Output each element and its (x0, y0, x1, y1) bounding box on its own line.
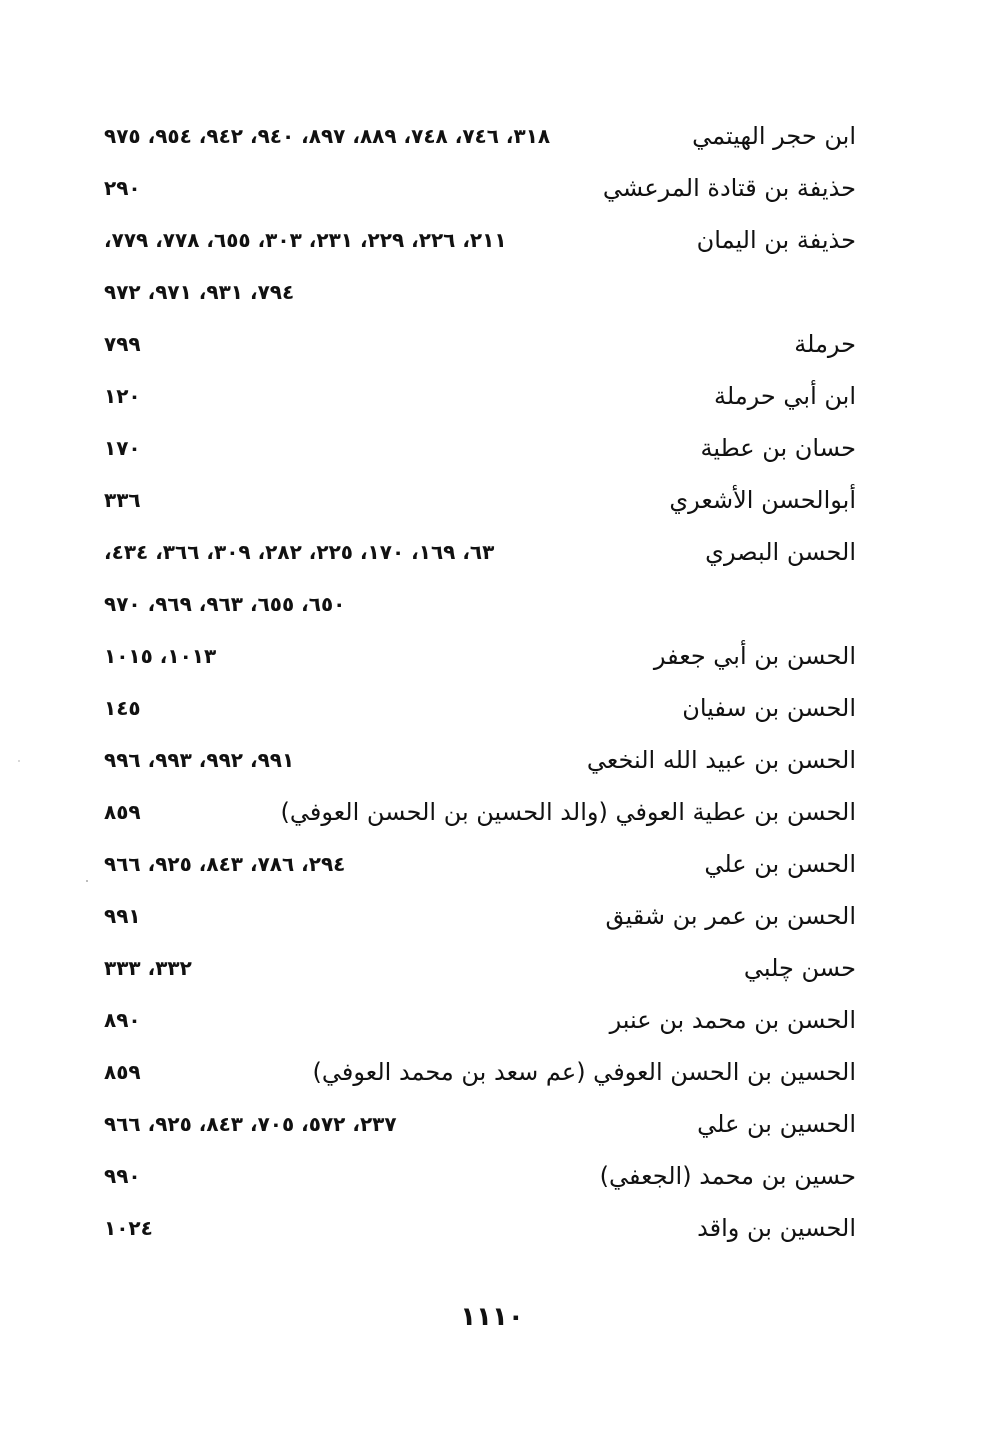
entry-page-refs: ٣١٨، ٧٤٦، ٧٤٨، ٨٨٩، ٨٩٧، ٩٤٠، ٩٤٢، ٩٥٤، ٩٧٥ (104, 124, 551, 148)
index-entry (100, 736, 856, 788)
entry-name: حذيفة بن قتادة المرعشي (602, 174, 856, 202)
index-entry (100, 216, 856, 268)
entry-name: أبوالحسن الأشعري (669, 486, 856, 514)
entry-page-refs: ٨٩٠ (104, 1008, 141, 1032)
index-entry (100, 580, 856, 632)
entry-page-refs: ٣٣٢، ٣٣٣ (104, 956, 192, 980)
index-entry (100, 476, 856, 528)
name-index-list (100, 112, 856, 1256)
index-entry (100, 840, 856, 892)
entry-page-refs: ١٠٢٤ (104, 1216, 153, 1240)
entry-name: الحسن بن عطية العوفي (والد الحسين بن الحسن العوفي) (280, 798, 856, 826)
entry-page-refs: ١٠١٣، ١٠١٥ (104, 644, 217, 668)
entry-name: الحسن بن علي (704, 850, 856, 878)
index-entry (100, 164, 856, 216)
index-entry (100, 1100, 856, 1152)
entry-name: ابن حجر الهيتمي (692, 122, 856, 150)
entry-name: الحسن بن محمد بن عنبر (609, 1006, 856, 1034)
index-entry (100, 1048, 856, 1100)
entry-name: الحسن بن عبيد الله النخعي (586, 746, 856, 774)
entry-page-refs: ٧٩٩ (104, 332, 141, 356)
entry-page-refs: ٩٩١، ٩٩٢، ٩٩٣، ٩٩٦ (104, 748, 295, 772)
entry-name: الحسن بن أبي جعفر (653, 642, 856, 670)
entry-name: حسن چلبي (743, 954, 856, 982)
entry-page-refs: ٢٩٤، ٧٨٦، ٨٤٣، ٩٢٥، ٩٦٦ (104, 852, 346, 876)
entry-page-refs: ٢٩٠ (104, 176, 141, 200)
entry-name: حسان بن عطية (700, 434, 856, 462)
index-entry (100, 320, 856, 372)
entry-page-refs: ٦٥٠، ٦٥٥، ٩٦٣، ٩٦٩، ٩٧٠ (104, 592, 346, 616)
index-entry (100, 684, 856, 736)
entry-page-refs: ١٢٠ (104, 384, 141, 408)
index-entry (100, 892, 856, 944)
entry-name: الحسين بن علي (697, 1110, 856, 1138)
entry-page-refs: ١٧٠ (104, 436, 141, 460)
index-entry (100, 1204, 856, 1256)
page-number: ١١١٠ (460, 1302, 524, 1332)
index-entry (100, 1152, 856, 1204)
entry-name: الحسن بن عمر بن شقيق (605, 902, 856, 930)
entry-page-refs: ٨٥٩ (104, 800, 141, 824)
entry-name: حسين بن محمد (الجعفي) (599, 1162, 856, 1190)
entry-name: الحسين بن واقد (697, 1214, 856, 1242)
entry-page-refs: ٢١١، ٢٢٦، ٢٢٩، ٢٣١، ٣٠٣، ٦٥٥، ٧٧٨، ٧٧٩، (104, 228, 507, 252)
scan-speck (18, 760, 20, 762)
entry-name: حرملة (794, 330, 856, 358)
entry-name: الحسن البصري (705, 538, 856, 566)
entry-page-refs: ٩٩١ (104, 904, 141, 928)
index-entry (100, 788, 856, 840)
index-entry (100, 424, 856, 476)
index-entry (100, 112, 856, 164)
entry-page-refs: ٢٣٧، ٥٧٢، ٧٠٥، ٨٤٣، ٩٢٥، ٩٦٦ (104, 1112, 397, 1136)
entry-page-refs: ١٤٥ (104, 696, 141, 720)
index-entry (100, 528, 856, 580)
entry-page-refs: ٩٩٠ (104, 1164, 141, 1188)
entry-name: الحسين بن الحسن العوفي (عم سعد بن محمد العوفي) (312, 1058, 856, 1086)
entry-page-refs: ٦٣، ١٦٩، ١٧٠، ٢٢٥، ٢٨٢، ٣٠٩، ٣٦٦، ٤٣٤، (104, 540, 495, 564)
index-entry (100, 996, 856, 1048)
scan-speck (86, 880, 88, 882)
entry-name: ابن أبي حرملة (714, 382, 856, 410)
entry-page-refs: ٣٣٦ (104, 488, 141, 512)
index-entry (100, 944, 856, 996)
index-entry (100, 632, 856, 684)
entry-page-refs: ٨٥٩ (104, 1060, 141, 1084)
entry-name: حذيفة بن اليمان (696, 226, 856, 254)
index-entry (100, 372, 856, 424)
entry-page-refs: ٧٩٤، ٩٣١، ٩٧١، ٩٧٢ (104, 280, 295, 304)
entry-name: الحسن بن سفيان (682, 694, 856, 722)
index-entry (100, 268, 856, 320)
